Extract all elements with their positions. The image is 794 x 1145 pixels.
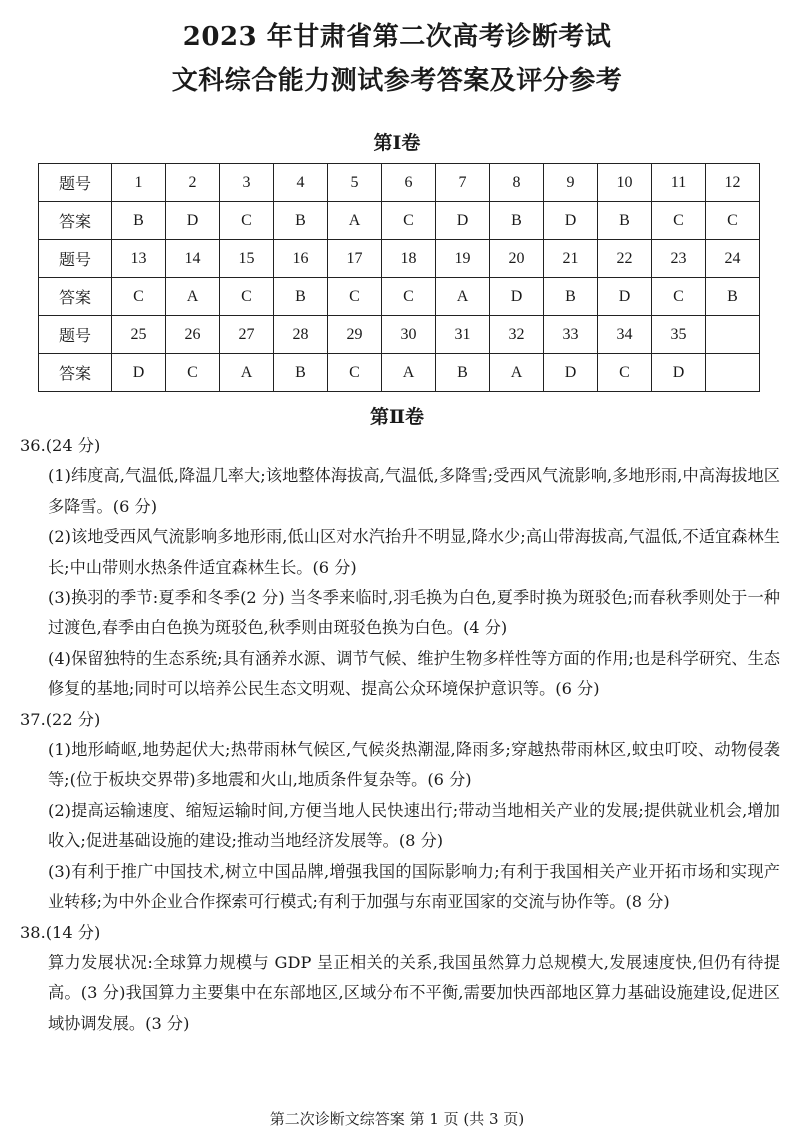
row-label: 题号 <box>39 316 112 354</box>
table-cell: D <box>652 354 706 392</box>
table-cell: C <box>706 202 760 240</box>
table-cell: A <box>328 202 382 240</box>
table-cell: 6 <box>382 164 436 202</box>
table-cell: 22 <box>598 240 652 278</box>
table-cell: B <box>436 354 490 392</box>
answer-table-row <box>39 278 760 316</box>
answer-table-row <box>39 202 760 240</box>
table-cell: D <box>544 354 598 392</box>
table-cell: 23 <box>652 240 706 278</box>
table-cell: B <box>274 202 328 240</box>
table-cell: 10 <box>598 164 652 202</box>
table-cell: 18 <box>382 240 436 278</box>
table-cell: 31 <box>436 316 490 354</box>
table-cell: 26 <box>166 316 220 354</box>
table-cell: B <box>274 278 328 316</box>
q36-part2: (2)该地受西风气流影响多地形雨,低山区对水汽抬升不明显,降水少;高山带海拔高,气温低,不适宜森林生长;中山带则水热条件适宜森林生长。(6 分) <box>48 527 780 577</box>
table-cell: 28 <box>274 316 328 354</box>
q36-part3: (3)换羽的季节:夏季和冬季(2 分) 当冬季来临时,羽毛换为白色,夏季时换为斑驳色;而春秋季则处于一种过渡色,春季由白色换为斑驳色,秋季则由斑驳色换为白色。(4 分) <box>48 588 780 638</box>
q37-part3: (3)有利于推广中国技术,树立中国品牌,增强我国的国际影响力;有利于我国相关产业开拓市场和实现产业转移;为中外企业合作探索可行模式;有利于加强与东南亚国家的交流与协作等。(8 分) <box>48 861 780 912</box>
table-cell: B <box>598 202 652 240</box>
table-cell: C <box>220 278 274 316</box>
table-cell: D <box>544 202 598 240</box>
table-cell: 20 <box>490 240 544 278</box>
table-cell: 4 <box>274 164 328 202</box>
answer-table-row <box>39 164 760 202</box>
table-cell: A <box>436 278 490 316</box>
table-cell: 3 <box>220 164 274 202</box>
table-cell: 35 <box>652 316 706 354</box>
document-title-line1: 2023 年甘肃省第二次高考诊断考试 <box>182 22 612 52</box>
table-cell: C <box>328 278 382 316</box>
part1-title: 第Ⅰ卷 <box>373 132 421 154</box>
q37-part2: (2)提高运输速度、缩短运输时间,方便当地人民快速出行;带动当地相关产业的发展;提供就业机会,增加收入;促进基础设施的建设;推动当地经济发展等。(8 分) <box>48 800 780 851</box>
q36-part4: (4)保留独特的生态系统;具有涵养水源、调节气候、维护生物多样性等方面的作用;也是科学研究、生态修复的基地;同时可以培养公民生态文明观、提高公众环境保护意识等。(6 分) <box>48 648 780 699</box>
table-cell: 24 <box>706 240 760 278</box>
q36-part1: (1)纬度高,气温低,降温几率大;该地整体海拔高,气温低,多降雪;受西风气流影响,多地形雨,中高海拔地区多降雪。(6 分) <box>48 466 780 516</box>
table-cell: D <box>112 354 166 392</box>
table-cell: 5 <box>328 164 382 202</box>
table-cell: A <box>382 354 436 392</box>
table-cell: 11 <box>652 164 706 202</box>
table-cell: D <box>166 202 220 240</box>
table-cell: 15 <box>220 240 274 278</box>
table-cell: C <box>220 202 274 240</box>
table-cell: B <box>112 202 166 240</box>
table-cell: C <box>652 278 706 316</box>
table-cell <box>706 354 760 392</box>
table-cell: 27 <box>220 316 274 354</box>
table-cell: C <box>166 354 220 392</box>
table-cell: 30 <box>382 316 436 354</box>
table-cell: 29 <box>328 316 382 354</box>
table-cell: 16 <box>274 240 328 278</box>
table-cell: 34 <box>598 316 652 354</box>
q37-part1: (1)地形崎岖,地势起伏大;热带雨林气候区,气候炎热潮湿,降雨多;穿越热带雨林区,蚊虫叮咬、动物侵袭等;(位于板块交界带)多地震和火山,地质条件复杂等。(6 分) <box>48 740 780 790</box>
table-cell: 21 <box>544 240 598 278</box>
q36-heading: 36.(24 分) <box>20 436 101 455</box>
table-cell: D <box>598 278 652 316</box>
answer-table-row <box>39 354 760 392</box>
table-cell: 17 <box>328 240 382 278</box>
part2-title: 第Ⅱ卷 <box>369 406 424 428</box>
table-cell: 1 <box>112 164 166 202</box>
document-title-line2: 文科综合能力测试参考答案及评分参考 <box>171 66 623 96</box>
table-cell: C <box>652 202 706 240</box>
table-cell: A <box>166 278 220 316</box>
table-cell: 7 <box>436 164 490 202</box>
table-cell: C <box>382 278 436 316</box>
table-cell: 13 <box>112 240 166 278</box>
row-label: 答案 <box>39 278 112 316</box>
table-cell: D <box>490 278 544 316</box>
table-cell: C <box>598 354 652 392</box>
table-cell: C <box>112 278 166 316</box>
table-cell: D <box>436 202 490 240</box>
table-cell: B <box>274 354 328 392</box>
answer-table <box>38 163 760 392</box>
table-cell: C <box>328 354 382 392</box>
answer-body <box>20 431 780 1039</box>
table-cell <box>706 316 760 354</box>
q37-heading: 37.(22 分) <box>20 709 101 729</box>
table-cell: B <box>706 278 760 316</box>
table-cell: 25 <box>112 316 166 354</box>
row-label: 题号 <box>39 240 112 278</box>
table-cell: C <box>382 202 436 240</box>
q38-heading: 38.(14 分) <box>20 922 101 942</box>
row-label: 题号 <box>39 164 112 202</box>
table-cell: 14 <box>166 240 220 278</box>
table-cell: B <box>544 278 598 316</box>
q38-part1: 算力发展状况:全球算力规模与 GDP 呈正相关的关系,我国虽然算力总规模大,发展速度快,但仍有待提高。(3 分)我国算力主要集中在东部地区,区域分布不平衡,需要加快西部地区算力基础设施建设,促进区域协调发展。(3 分) <box>48 952 780 1033</box>
table-cell: 32 <box>490 316 544 354</box>
row-label: 答案 <box>39 202 112 240</box>
table-cell: 33 <box>544 316 598 354</box>
row-label: 答案 <box>39 354 112 392</box>
answer-table-row <box>39 316 760 354</box>
table-cell: 19 <box>436 240 490 278</box>
table-cell: 2 <box>166 164 220 202</box>
table-cell: A <box>220 354 274 392</box>
answer-table-row <box>39 240 760 278</box>
table-cell: B <box>490 202 544 240</box>
table-cell: 12 <box>706 164 760 202</box>
table-cell: 9 <box>544 164 598 202</box>
table-cell: A <box>490 354 544 392</box>
table-cell: 8 <box>490 164 544 202</box>
page-footer: 第二次诊断文综答案 第 1 页 (共 3 页) <box>269 1110 525 1128</box>
